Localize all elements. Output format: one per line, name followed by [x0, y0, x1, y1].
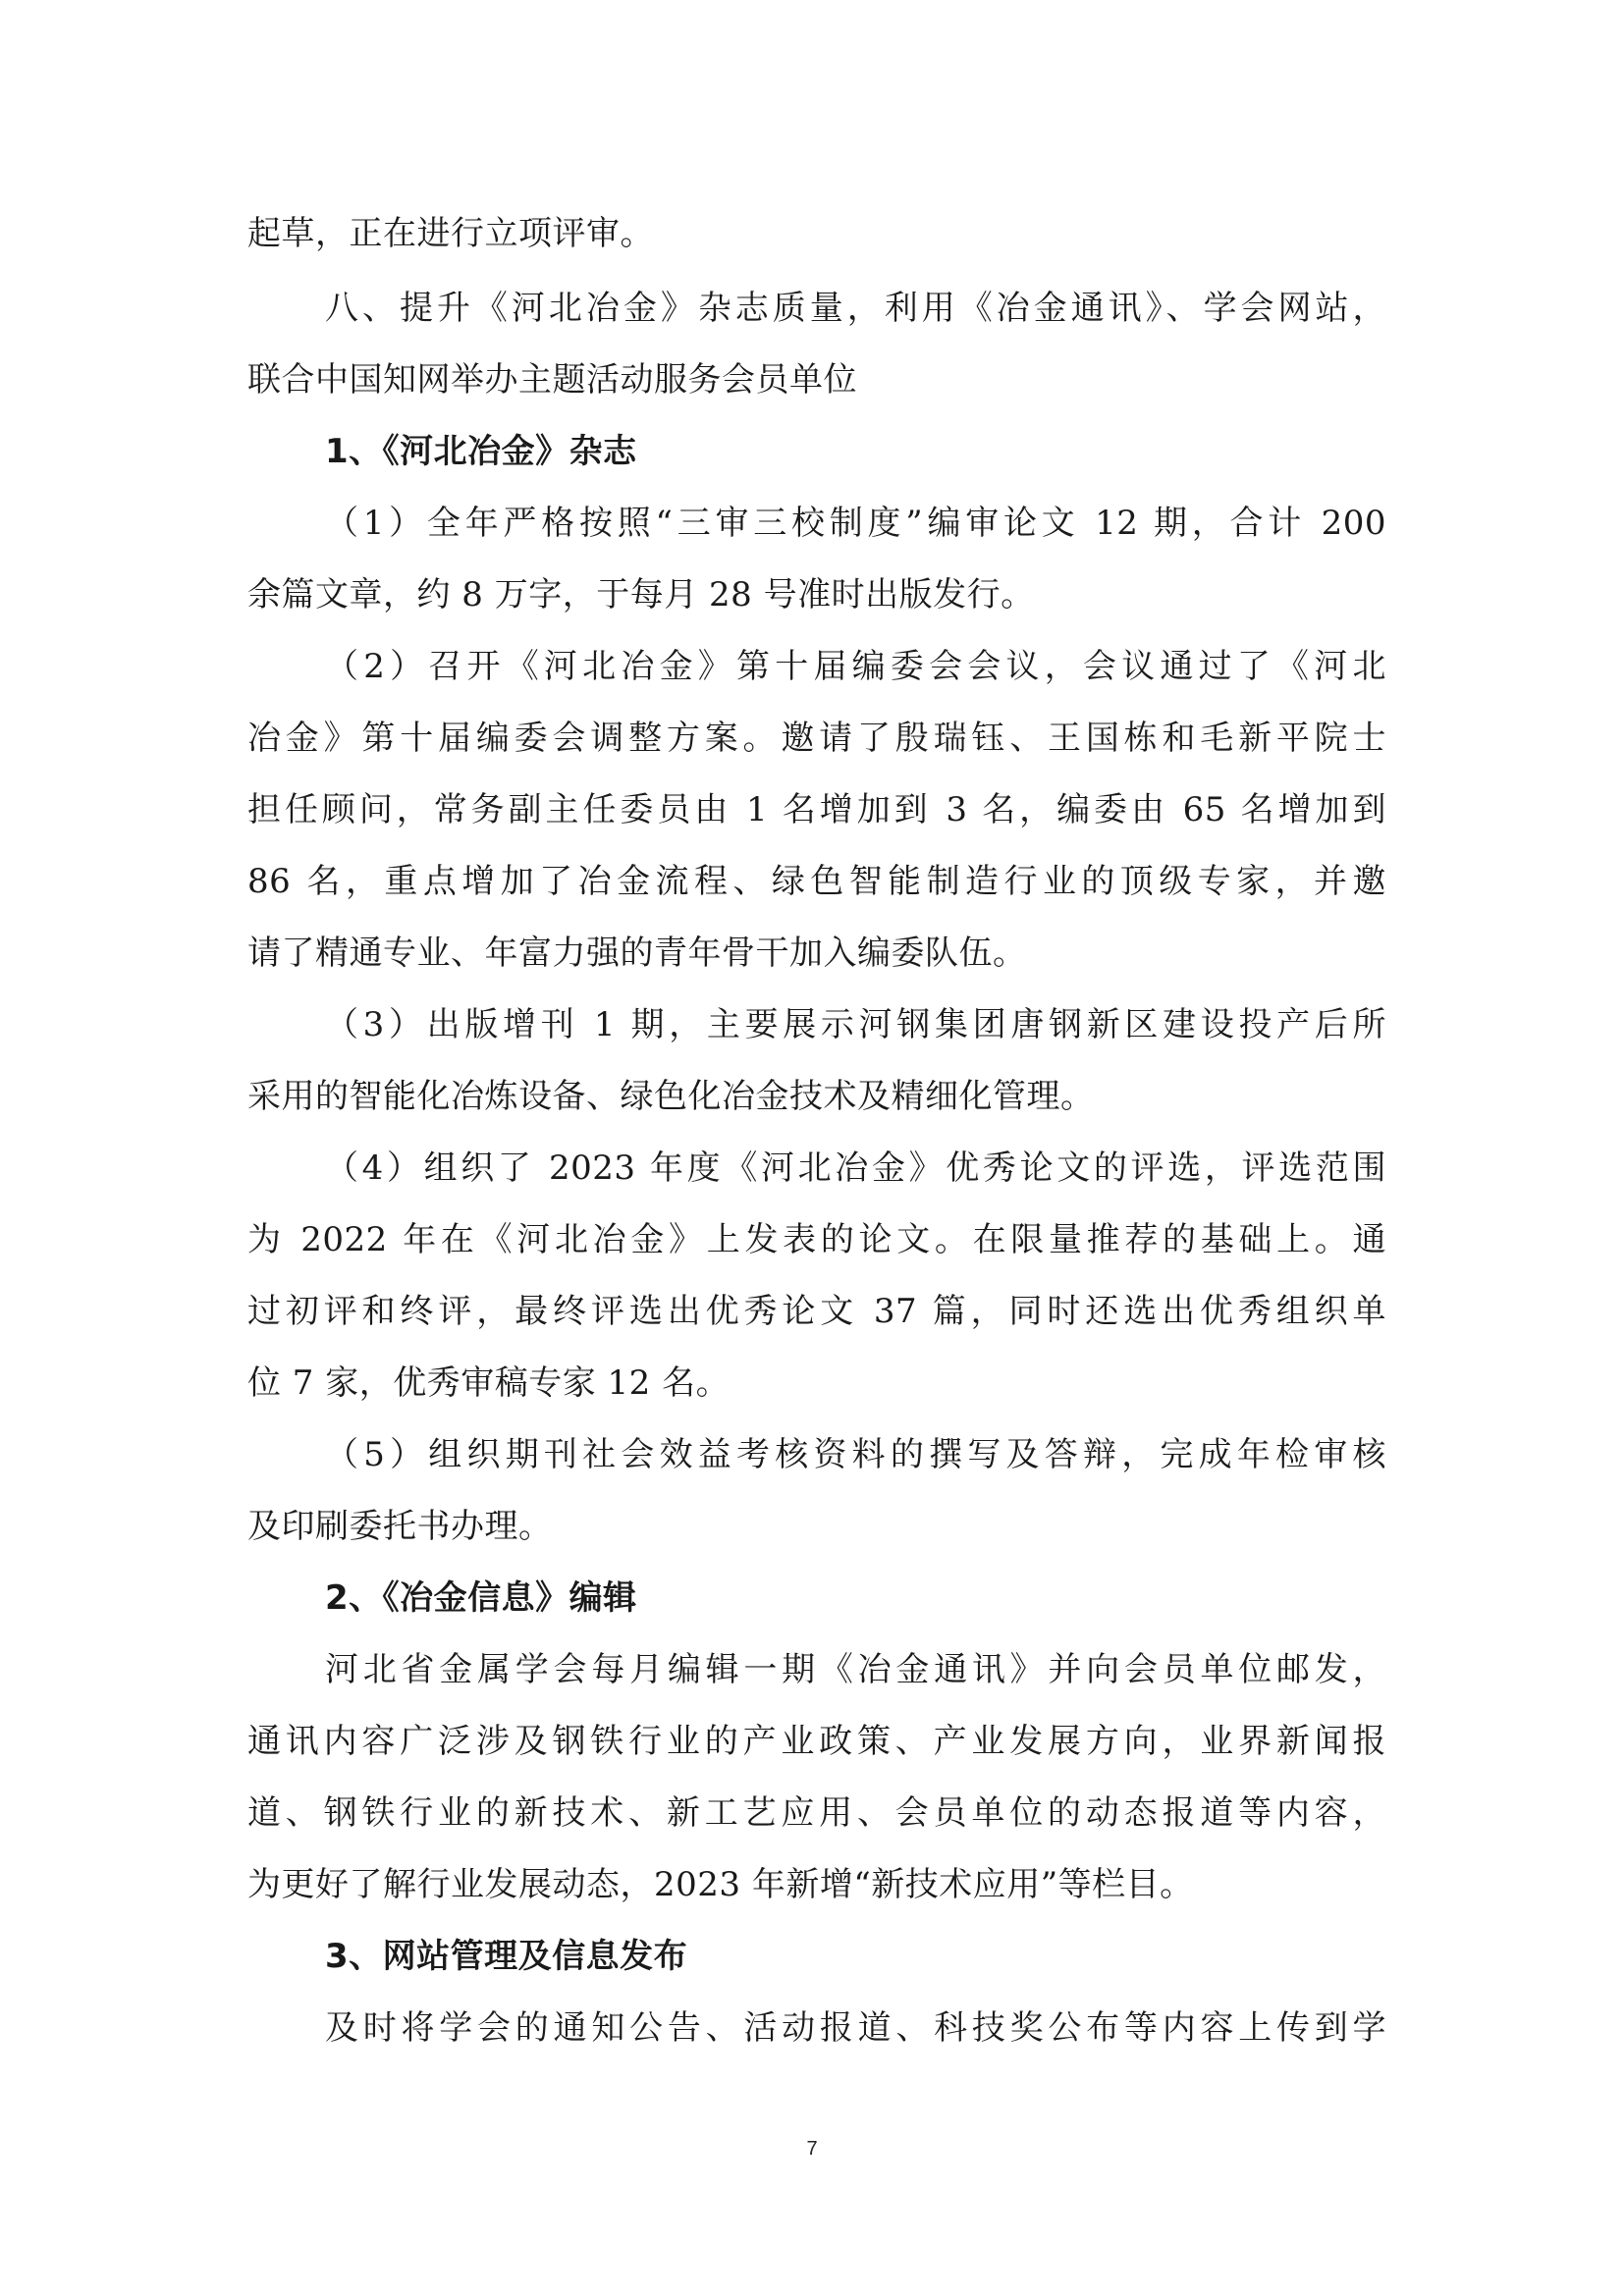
paragraph-line: 通讯内容广泛涉及钢铁行业的产业政策、产业发展方向，业界新闻报	[247, 1722, 1386, 1761]
paragraph-line: 为更好了解行业发展动态，2023 年新增“新技术应用”等栏目。	[247, 1865, 1194, 1904]
paragraph-line: 起草，正在进行立项评审。	[247, 214, 654, 253]
paragraph-line: 位 7 家，优秀审稿专家 12 名。	[247, 1363, 731, 1403]
subsection-heading: 1、《河北冶金》杂志	[325, 432, 637, 471]
paragraph-line: 采用的智能化冶炼设备、绿色化冶金技术及精细化管理。	[247, 1077, 1095, 1116]
page-number: 7	[806, 2138, 818, 2160]
paragraph-line: （3）出版增刊 1 期，主要展示河钢集团唐钢新区建设投产后所	[325, 1005, 1386, 1044]
paragraph-line: 河北省金属学会每月编辑一期《冶金通讯》并向会员单位邮发，	[325, 1650, 1386, 1689]
paragraph-line: 为 2022 年在《河北冶金》上发表的论文。在限量推荐的基础上。通	[247, 1220, 1386, 1259]
paragraph-line: （1）全年严格按照“三审三校制度”编审论文 12 期，合计 200	[325, 504, 1386, 543]
subsection-heading: 2、《冶金信息》编辑	[325, 1578, 637, 1618]
paragraph-line: 道、钢铁行业的新技术、新工艺应用、会员单位的动态报道等内容，	[247, 1793, 1386, 1833]
section-heading-line: 八、提升《河北冶金》杂志质量，利用《冶金通讯》、学会网站，	[325, 289, 1386, 328]
paragraph-line: 及时将学会的通知公告、活动报道、科技奖公布等内容上传到学	[325, 2008, 1386, 2048]
section-heading-line: 联合中国知网举办主题活动服务会员单位	[247, 360, 857, 400]
paragraph-line: 担任顾问，常务副主任委员由 1 名增加到 3 名，编委由 65 名增加到	[247, 790, 1386, 829]
paragraph-line: （5）组织期刊社会效益考核资料的撰写及答辩，完成年检审核	[325, 1435, 1386, 1474]
paragraph-line: 86 名，重点增加了冶金流程、绿色智能制造行业的顶级专家，并邀	[247, 862, 1386, 901]
paragraph-line: 请了精通专业、年富力强的青年骨干加入编委队伍。	[247, 934, 1027, 973]
paragraph-line: 余篇文章，约 8 万字，于每月 28 号准时出版发行。	[247, 575, 1035, 614]
paragraph-line: 过初评和终评，最终评选出优秀论文 37 篇，同时还选出优秀组织单	[247, 1292, 1386, 1331]
paragraph-line: 冶金》第十届编委会调整方案。邀请了殷瑞钰、王国栋和毛新平院士	[247, 719, 1386, 758]
paragraph-line: （2）召开《河北冶金》第十届编委会会议，会议通过了《河北	[325, 647, 1386, 686]
paragraph-line: （4）组织了 2023 年度《河北冶金》优秀论文的评选，评选范围	[325, 1148, 1386, 1188]
subsection-heading: 3、网站管理及信息发布	[325, 1937, 688, 1976]
paragraph-line: 及印刷委托书办理。	[247, 1507, 553, 1546]
